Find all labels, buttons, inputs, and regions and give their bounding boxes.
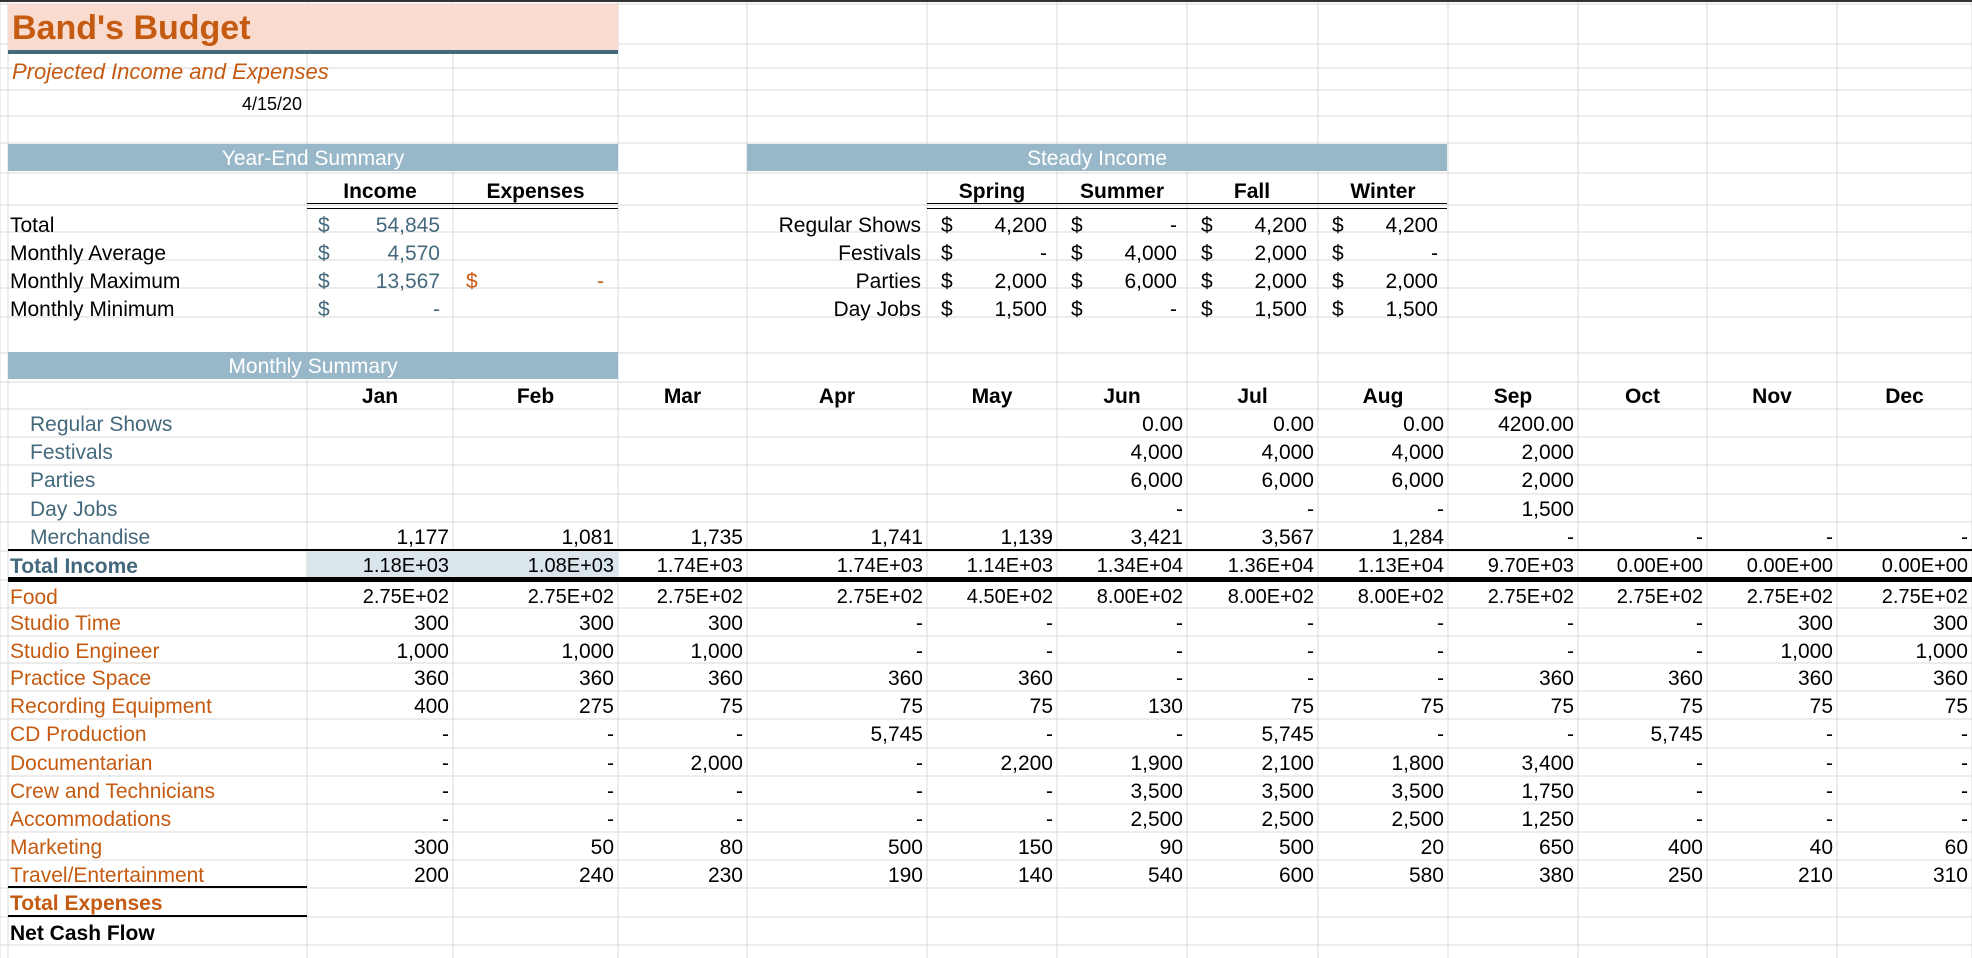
steady-income-value[interactable]: - <box>1040 242 1047 265</box>
expense-cell[interactable]: 2,100 <box>1261 751 1314 775</box>
expense-cell[interactable]: - <box>442 722 449 746</box>
expense-cell[interactable]: - <box>1437 639 1444 663</box>
expense-row-label[interactable]: Documentarian <box>10 751 153 775</box>
sheet-date[interactable]: 4/15/20 <box>241 94 302 114</box>
total-income-cell[interactable]: 1.36E+04 <box>1227 555 1314 577</box>
expense-cell[interactable]: - <box>442 751 449 775</box>
expense-cell[interactable]: - <box>607 807 614 831</box>
expense-cell[interactable]: 2,500 <box>1261 807 1314 831</box>
expense-cell[interactable]: - <box>1437 722 1444 746</box>
expense-cell[interactable]: 300 <box>707 611 743 635</box>
steady-income-header[interactable]: Steady Income <box>1026 147 1168 170</box>
expense-cell[interactable]: 1,000 <box>690 639 743 663</box>
expense-cell[interactable]: - <box>1437 666 1444 690</box>
expense-cell[interactable]: 360 <box>707 666 743 690</box>
expense-cell[interactable]: - <box>1826 722 1833 746</box>
expense-cell[interactable]: 3,500 <box>1130 779 1183 803</box>
total-expenses-label[interactable]: Total Expenses <box>10 891 163 915</box>
total-income-cell[interactable]: 1.08E+03 <box>453 551 618 579</box>
expense-cell[interactable]: 500 <box>1278 835 1314 859</box>
expense-cell[interactable]: - <box>916 639 923 663</box>
year-end-row-label[interactable]: Monthly Minimum <box>10 298 175 321</box>
expense-cell[interactable]: 50 <box>590 835 614 859</box>
year-end-income-value[interactable]: 54,845 <box>375 214 440 237</box>
expense-cell[interactable]: - <box>1696 807 1703 831</box>
month-header[interactable]: Sep <box>1493 385 1533 408</box>
expense-cell[interactable]: 360 <box>1797 666 1833 690</box>
month-header[interactable]: Feb <box>516 385 555 408</box>
expense-cell[interactable]: 8.00E+02 <box>1357 586 1444 608</box>
expense-cell[interactable]: - <box>1567 611 1574 635</box>
expense-cell[interactable]: - <box>1307 666 1314 690</box>
expense-cell[interactable]: - <box>736 807 743 831</box>
expense-cell[interactable]: - <box>1826 779 1833 803</box>
income-cell[interactable]: 1,081 <box>561 525 614 549</box>
steady-income-row-label[interactable]: Day Jobs <box>833 298 921 321</box>
expense-cell[interactable]: - <box>1176 611 1183 635</box>
expense-cell[interactable]: 540 <box>1147 863 1183 887</box>
income-cell[interactable]: - <box>1961 525 1968 549</box>
expense-row-label[interactable]: Studio Time <box>10 611 121 635</box>
month-header[interactable]: Jul <box>1237 385 1268 408</box>
expense-cell[interactable]: 300 <box>413 611 449 635</box>
income-row-label[interactable]: Festivals <box>30 440 113 464</box>
expense-cell[interactable]: - <box>1437 611 1444 635</box>
expense-cell[interactable]: 60 <box>1944 835 1968 859</box>
expense-row-label[interactable]: Recording Equipment <box>10 694 212 718</box>
income-row-label[interactable]: Regular Shows <box>30 412 173 436</box>
expense-cell[interactable]: - <box>1046 722 1053 746</box>
currency-symbol[interactable]: $ <box>941 270 953 293</box>
expense-row-label[interactable]: Accommodations <box>10 807 172 831</box>
expense-cell[interactable]: 300 <box>1797 611 1833 635</box>
expense-cell[interactable]: 2.75E+02 <box>1487 586 1574 608</box>
expense-cell[interactable]: 2.75E+02 <box>656 586 743 608</box>
steady-income-value[interactable]: - <box>1170 298 1177 321</box>
income-cell[interactable]: 6,000 <box>1130 468 1183 492</box>
expense-cell[interactable]: - <box>1961 751 1968 775</box>
expense-cell[interactable]: 2,500 <box>1130 807 1183 831</box>
expense-cell[interactable]: 2.75E+02 <box>1881 586 1968 608</box>
currency-symbol[interactable]: $ <box>1201 214 1213 237</box>
expense-cell[interactable]: 20 <box>1420 835 1444 859</box>
expense-cell[interactable]: - <box>1567 722 1574 746</box>
expense-cell[interactable]: - <box>1046 807 1053 831</box>
expense-cell[interactable]: 3,500 <box>1261 779 1314 803</box>
expense-cell[interactable]: 80 <box>719 835 743 859</box>
expense-cell[interactable]: - <box>1696 751 1703 775</box>
income-cell[interactable]: - <box>1826 525 1833 549</box>
month-header[interactable]: Mar <box>663 385 702 408</box>
month-header[interactable]: Aug <box>1362 385 1404 408</box>
total-income-cell[interactable]: 1.18E+03 <box>307 551 453 579</box>
income-cell[interactable]: 6,000 <box>1261 468 1314 492</box>
expense-cell[interactable]: 240 <box>578 863 614 887</box>
total-income-cell[interactable]: 0.00E+00 <box>1746 555 1833 577</box>
expense-cell[interactable]: 3,500 <box>1391 779 1444 803</box>
currency-symbol[interactable]: $ <box>1332 242 1344 265</box>
currency-symbol[interactable]: $ <box>1071 270 1083 293</box>
expense-cell[interactable]: 1,000 <box>1780 639 1833 663</box>
expense-cell[interactable]: 1,800 <box>1391 751 1444 775</box>
income-cell[interactable]: 4,000 <box>1130 440 1183 464</box>
expense-cell[interactable]: 2.75E+02 <box>836 586 923 608</box>
year-end-row-label[interactable]: Total <box>10 214 55 237</box>
steady-income-value[interactable]: - <box>1170 214 1177 237</box>
steady-income-value[interactable]: 2,000 <box>994 270 1047 293</box>
expense-cell[interactable]: - <box>1307 611 1314 635</box>
expense-cell[interactable]: 360 <box>1017 666 1053 690</box>
expense-cell[interactable]: 360 <box>1667 666 1703 690</box>
month-header[interactable]: May <box>971 385 1013 408</box>
season-header[interactable]: Winter <box>1350 179 1416 203</box>
steady-income-value[interactable]: 1,500 <box>994 298 1047 321</box>
expense-row-label[interactable]: Marketing <box>10 835 103 859</box>
expense-cell[interactable]: 2.75E+02 <box>1616 586 1703 608</box>
expense-cell[interactable]: - <box>1176 639 1183 663</box>
income-cell[interactable]: 1,735 <box>690 525 743 549</box>
expense-cell[interactable]: 3,400 <box>1521 751 1574 775</box>
expense-cell[interactable]: - <box>1307 639 1314 663</box>
expense-cell[interactable]: - <box>1826 807 1833 831</box>
expense-cell[interactable]: - <box>1696 611 1703 635</box>
income-row-label[interactable]: Merchandise <box>30 525 151 549</box>
expense-cell[interactable]: 360 <box>413 666 449 690</box>
income-cell[interactable]: 1,500 <box>1521 497 1574 521</box>
currency-symbol[interactable]: $ <box>318 242 330 265</box>
currency-symbol[interactable]: $ <box>466 270 478 293</box>
currency-symbol[interactable]: $ <box>1201 242 1213 265</box>
expense-cell[interactable]: 360 <box>578 666 614 690</box>
expense-cell[interactable]: 200 <box>413 863 449 887</box>
steady-income-value[interactable]: 4,200 <box>1385 214 1438 237</box>
expense-cell[interactable]: 2.75E+02 <box>527 586 614 608</box>
steady-income-row-label[interactable]: Parties <box>855 270 921 293</box>
expense-cell[interactable]: 500 <box>887 835 923 859</box>
income-cell[interactable]: 0.00 <box>1273 412 1314 436</box>
income-cell[interactable]: 2,000 <box>1521 440 1574 464</box>
expense-cell[interactable]: 4.50E+02 <box>966 586 1053 608</box>
expense-cell[interactable]: 2,500 <box>1391 807 1444 831</box>
col-expenses-header[interactable]: Expenses <box>486 179 585 203</box>
income-row-label[interactable]: Parties <box>30 468 96 492</box>
month-header[interactable]: Jun <box>1103 385 1141 408</box>
income-row-label[interactable]: Day Jobs <box>30 497 118 521</box>
currency-symbol[interactable]: $ <box>1201 270 1213 293</box>
expense-cell[interactable]: 230 <box>707 863 743 887</box>
income-cell[interactable]: - <box>1437 497 1444 521</box>
expense-cell[interactable]: 2.75E+02 <box>1746 586 1833 608</box>
expense-cell[interactable]: 75 <box>1290 694 1314 718</box>
currency-symbol[interactable]: $ <box>1332 214 1344 237</box>
steady-income-value[interactable]: 1,500 <box>1254 298 1307 321</box>
expense-cell[interactable]: 150 <box>1017 835 1053 859</box>
expense-cell[interactable]: 360 <box>887 666 923 690</box>
total-income-label[interactable]: Total Income <box>10 554 138 578</box>
expense-cell[interactable]: 580 <box>1408 863 1444 887</box>
income-cell[interactable]: 6,000 <box>1391 468 1444 492</box>
income-cell[interactable]: - <box>1176 497 1183 521</box>
income-cell[interactable]: 0.00 <box>1403 412 1444 436</box>
expense-cell[interactable]: 650 <box>1538 835 1574 859</box>
currency-symbol[interactable]: $ <box>318 270 330 293</box>
expense-cell[interactable]: 75 <box>899 694 923 718</box>
expense-cell[interactable]: 310 <box>1932 863 1968 887</box>
expense-cell[interactable]: 300 <box>1932 611 1968 635</box>
expense-cell[interactable]: - <box>916 751 923 775</box>
year-end-row-label[interactable]: Monthly Maximum <box>10 270 181 293</box>
steady-income-value[interactable]: 4,200 <box>994 214 1047 237</box>
expense-cell[interactable]: 400 <box>413 694 449 718</box>
steady-income-value[interactable]: 4,200 <box>1254 214 1307 237</box>
steady-income-value[interactable]: 2,000 <box>1254 242 1307 265</box>
expense-row-label[interactable]: CD Production <box>10 722 147 746</box>
income-cell[interactable]: 3,567 <box>1261 525 1314 549</box>
expense-cell[interactable]: - <box>1826 751 1833 775</box>
steady-income-row-label[interactable]: Regular Shows <box>778 214 921 237</box>
expense-row-label[interactable]: Practice Space <box>10 666 152 690</box>
expense-cell[interactable]: - <box>607 722 614 746</box>
expense-cell[interactable]: - <box>1961 722 1968 746</box>
expense-cell[interactable]: - <box>1046 611 1053 635</box>
expense-cell[interactable]: 1,750 <box>1521 779 1574 803</box>
month-header[interactable]: Oct <box>1624 385 1660 408</box>
expense-cell[interactable]: 90 <box>1159 835 1183 859</box>
expense-cell[interactable]: 400 <box>1667 835 1703 859</box>
season-header[interactable]: Spring <box>958 179 1026 203</box>
expense-cell[interactable]: 75 <box>1550 694 1574 718</box>
expense-cell[interactable]: - <box>736 779 743 803</box>
currency-symbol[interactable]: $ <box>1071 298 1083 321</box>
currency-symbol[interactable]: $ <box>941 298 953 321</box>
expense-cell[interactable]: 75 <box>1809 694 1833 718</box>
month-header[interactable]: Nov <box>1752 385 1792 408</box>
year-end-row-label[interactable]: Monthly Average <box>10 242 167 265</box>
season-header[interactable]: Fall <box>1233 179 1271 203</box>
expense-cell[interactable]: 5,745 <box>1650 722 1703 746</box>
expense-cell[interactable]: - <box>607 779 614 803</box>
total-income-cell[interactable]: 1.34E+04 <box>1096 555 1183 577</box>
expense-cell[interactable]: 2,000 <box>690 751 743 775</box>
expense-cell[interactable]: - <box>1961 807 1968 831</box>
year-end-summary-header[interactable]: Year-End Summary <box>221 147 405 170</box>
expense-cell[interactable]: - <box>1046 639 1053 663</box>
expense-row-label[interactable]: Studio Engineer <box>10 639 160 663</box>
year-end-header-double-rule <box>307 203 618 209</box>
expense-cell[interactable]: 1,250 <box>1521 807 1574 831</box>
title-underline <box>8 50 618 54</box>
expense-cell[interactable]: 1,000 <box>1915 639 1968 663</box>
expense-cell[interactable]: 8.00E+02 <box>1227 586 1314 608</box>
currency-symbol[interactable]: $ <box>941 242 953 265</box>
expense-cell[interactable]: 75 <box>1944 694 1968 718</box>
income-cell[interactable]: 4,000 <box>1261 440 1314 464</box>
total-income-cell[interactable]: 1.74E+03 <box>836 555 923 577</box>
income-cell[interactable]: 1,177 <box>396 525 449 549</box>
income-cell[interactable]: 4,000 <box>1391 440 1444 464</box>
expense-row-label[interactable]: Travel/Entertainment <box>10 863 205 887</box>
year-end-expenses-value[interactable]: - <box>597 270 604 293</box>
income-cell[interactable]: - <box>1567 525 1574 549</box>
currency-symbol[interactable]: $ <box>941 214 953 237</box>
year-end-income-value[interactable]: - <box>433 298 440 321</box>
total-income-cell[interactable]: 0.00E+00 <box>1881 555 1968 577</box>
expense-cell[interactable]: 75 <box>1420 694 1444 718</box>
season-header[interactable]: Summer <box>1079 179 1165 203</box>
expense-row-label[interactable]: Crew and Technicians <box>10 779 216 803</box>
expense-cell[interactable]: 5,745 <box>870 722 923 746</box>
month-header[interactable]: Apr <box>818 385 856 408</box>
expense-cell[interactable]: 360 <box>1932 666 1968 690</box>
expense-cell[interactable]: 75 <box>1029 694 1053 718</box>
expense-cell[interactable]: 600 <box>1278 863 1314 887</box>
year-end-income-value[interactable]: 4,570 <box>387 242 440 265</box>
expense-cell[interactable]: - <box>1176 666 1183 690</box>
expense-cell[interactable]: - <box>1961 779 1968 803</box>
total-expenses-bottom-rule <box>8 915 307 917</box>
expense-cell[interactable]: 130 <box>1147 694 1183 718</box>
expense-cell[interactable]: - <box>607 751 614 775</box>
expense-cell[interactable]: 2,200 <box>1000 751 1053 775</box>
net-cash-flow-label[interactable]: Net Cash Flow <box>10 921 155 945</box>
total-income-cell[interactable]: 1.14E+03 <box>966 555 1053 577</box>
currency-symbol[interactable]: $ <box>1332 298 1344 321</box>
income-cell[interactable]: 0.00 <box>1142 412 1183 436</box>
sheet-title[interactable]: Band's Budget <box>12 9 251 47</box>
expense-cell[interactable]: - <box>916 611 923 635</box>
sheet-subtitle[interactable]: Projected Income and Expenses <box>12 59 329 84</box>
income-cell[interactable]: 2,000 <box>1521 468 1574 492</box>
currency-symbol[interactable]: $ <box>318 214 330 237</box>
expense-cell[interactable]: - <box>442 779 449 803</box>
currency-symbol[interactable]: $ <box>1201 298 1213 321</box>
total-income-cell[interactable]: 1.74E+03 <box>656 555 743 577</box>
expense-cell[interactable]: 2.75E+02 <box>362 586 449 608</box>
expense-cell[interactable]: 380 <box>1538 863 1574 887</box>
expense-cell[interactable]: 250 <box>1667 863 1703 887</box>
expense-cell[interactable]: - <box>916 779 923 803</box>
steady-income-value[interactable]: 4,000 <box>1124 242 1177 265</box>
income-cell[interactable]: 4200.00 <box>1498 412 1574 436</box>
expense-cell[interactable]: 40 <box>1809 835 1833 859</box>
steady-income-value[interactable]: 1,500 <box>1385 298 1438 321</box>
expense-cell[interactable]: 75 <box>1679 694 1703 718</box>
expense-cell[interactable]: - <box>1696 779 1703 803</box>
expense-row-label[interactable]: Food <box>10 585 58 609</box>
expense-cell[interactable]: 300 <box>413 835 449 859</box>
steady-income-value[interactable]: 6,000 <box>1124 270 1177 293</box>
income-cell[interactable]: - <box>1696 525 1703 549</box>
currency-symbol[interactable]: $ <box>1332 270 1344 293</box>
expense-cell[interactable]: 140 <box>1017 863 1053 887</box>
expense-cell[interactable]: - <box>1696 639 1703 663</box>
income-cell[interactable]: 1,139 <box>1000 525 1053 549</box>
expense-cell[interactable]: - <box>1567 639 1574 663</box>
total-income-cell[interactable]: 9.70E+03 <box>1487 555 1574 577</box>
expense-cell[interactable]: 1,000 <box>396 639 449 663</box>
expense-cell[interactable]: - <box>916 807 923 831</box>
expense-cell[interactable]: 210 <box>1797 863 1833 887</box>
month-header[interactable]: Jan <box>361 385 399 408</box>
expense-cell[interactable]: 300 <box>578 611 614 635</box>
expense-cell[interactable]: 8.00E+02 <box>1096 586 1183 608</box>
year-end-income-value[interactable]: 13,567 <box>375 270 440 293</box>
expense-cell[interactable]: 5,745 <box>1261 722 1314 746</box>
expense-cell[interactable]: 360 <box>1538 666 1574 690</box>
total-income-cell[interactable]: 0.00E+00 <box>1616 555 1703 577</box>
monthly-summary-header[interactable]: Monthly Summary <box>228 355 398 378</box>
currency-symbol[interactable]: $ <box>1071 242 1083 265</box>
col-income-header[interactable]: Income <box>343 179 417 203</box>
steady-income-value[interactable]: 2,000 <box>1254 270 1307 293</box>
expense-cell[interactable]: 1,000 <box>561 639 614 663</box>
expense-cell[interactable]: 75 <box>719 694 743 718</box>
expense-cell[interactable]: 275 <box>578 694 614 718</box>
total-income-cell[interactable]: 1.13E+04 <box>1357 555 1444 577</box>
steady-header-double-rule <box>927 203 1447 209</box>
income-cell[interactable]: 1,741 <box>870 525 923 549</box>
expense-cell[interactable]: - <box>442 807 449 831</box>
expense-cell[interactable]: 190 <box>887 863 923 887</box>
steady-income-value[interactable]: 2,000 <box>1385 270 1438 293</box>
currency-symbol[interactable]: $ <box>318 298 330 321</box>
expense-cell[interactable]: 1,900 <box>1130 751 1183 775</box>
currency-symbol[interactable]: $ <box>1071 214 1083 237</box>
expense-cell[interactable]: - <box>736 722 743 746</box>
income-cell[interactable]: 3,421 <box>1130 525 1183 549</box>
expense-cell[interactable]: - <box>1046 779 1053 803</box>
income-cell[interactable]: 1,284 <box>1391 525 1444 549</box>
steady-income-row-label[interactable]: Festivals <box>838 242 921 265</box>
income-cell[interactable]: - <box>1307 497 1314 521</box>
steady-income-value[interactable]: - <box>1431 242 1438 265</box>
expense-cell[interactable]: - <box>1176 722 1183 746</box>
month-header[interactable]: Dec <box>1885 385 1924 408</box>
